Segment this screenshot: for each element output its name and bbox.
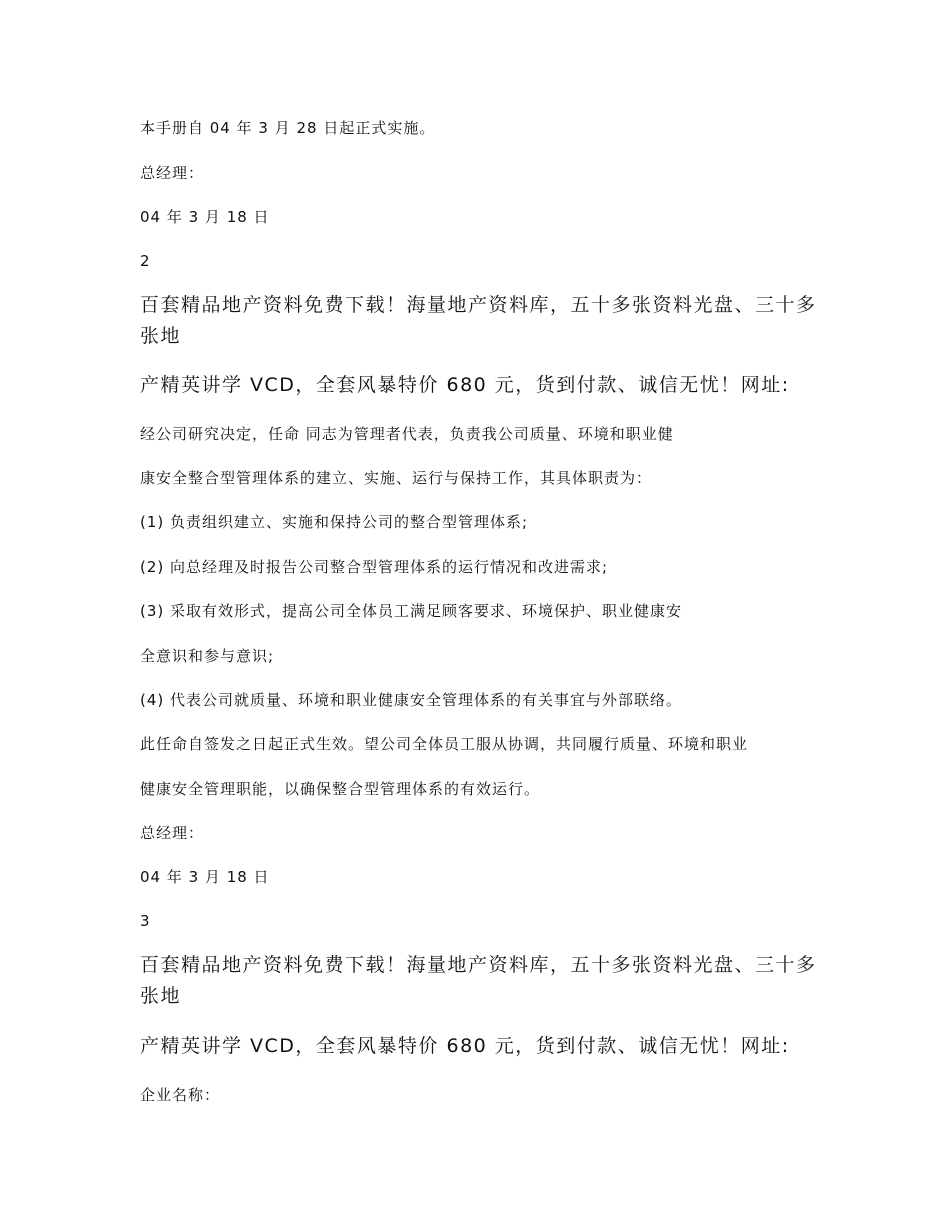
closing-paragraph-line1: 此任命自签发之日起正式生效。望公司全体员工服从协调，共同履行质量、环境和职业 (140, 735, 749, 753)
promo-banner-line2: 产精英讲学 VCD，全套风暴特价 680 元，货到付款、诚信无忧！网址: (140, 374, 790, 396)
company-name-label: 企业名称： (140, 1086, 221, 1104)
page-number: 2 (140, 252, 151, 270)
duty-item-3-line1: (3) 采取有效形式，提高公司全体员工满足顾客要求、环境保护、职业健康安 (140, 602, 683, 620)
duty-item-1: (1) 负责组织建立、实施和保持公司的整合型管理体系; (140, 513, 529, 531)
promo-banner-line1: 百套精品地产资料免费下载！海量地产资料库，五十多张资料光盘、三十多张地 (140, 294, 817, 347)
page-number-2: 3 (140, 912, 151, 930)
promo-banner-2-line2: 产精英讲学 VCD，全套风暴特价 680 元，货到付款、诚信无忧！网址: (140, 1035, 790, 1057)
closing-paragraph-line2: 健康安全管理职能，以确保整合型管理体系的有效运行。 (140, 780, 541, 798)
manager-signature-label-2: 总经理： (140, 824, 205, 842)
duty-item-4: (4) 代表公司就质量、环境和职业健康安全管理体系的有关事宜与外部联络。 (140, 691, 683, 709)
signature-date: 04 年 3 月 18 日 (140, 208, 270, 226)
promo-banner-2-line1: 百套精品地产资料免费下载！海量地产资料库，五十多张资料光盘、三十多张地 (140, 954, 817, 1007)
signature-date-2: 04 年 3 月 18 日 (140, 868, 270, 886)
duty-item-2: (2) 向总经理及时报告公司整合型管理体系的运行情况和改进需求; (140, 558, 609, 576)
duty-item-3-line2: 全意识和参与意识; (140, 647, 275, 665)
appointment-paragraph-line1: 经公司研究决定，任命 同志为管理者代表，负责我公司质量、环境和职业健 (140, 425, 674, 443)
effective-date-line: 本手册自 04 年 3 月 28 日起正式实施。 (140, 119, 436, 137)
appointment-paragraph-line2: 康安全整合型管理体系的建立、实施、运行与保持工作，其具体职责为： (140, 469, 653, 487)
manager-signature-label: 总经理： (140, 164, 205, 182)
